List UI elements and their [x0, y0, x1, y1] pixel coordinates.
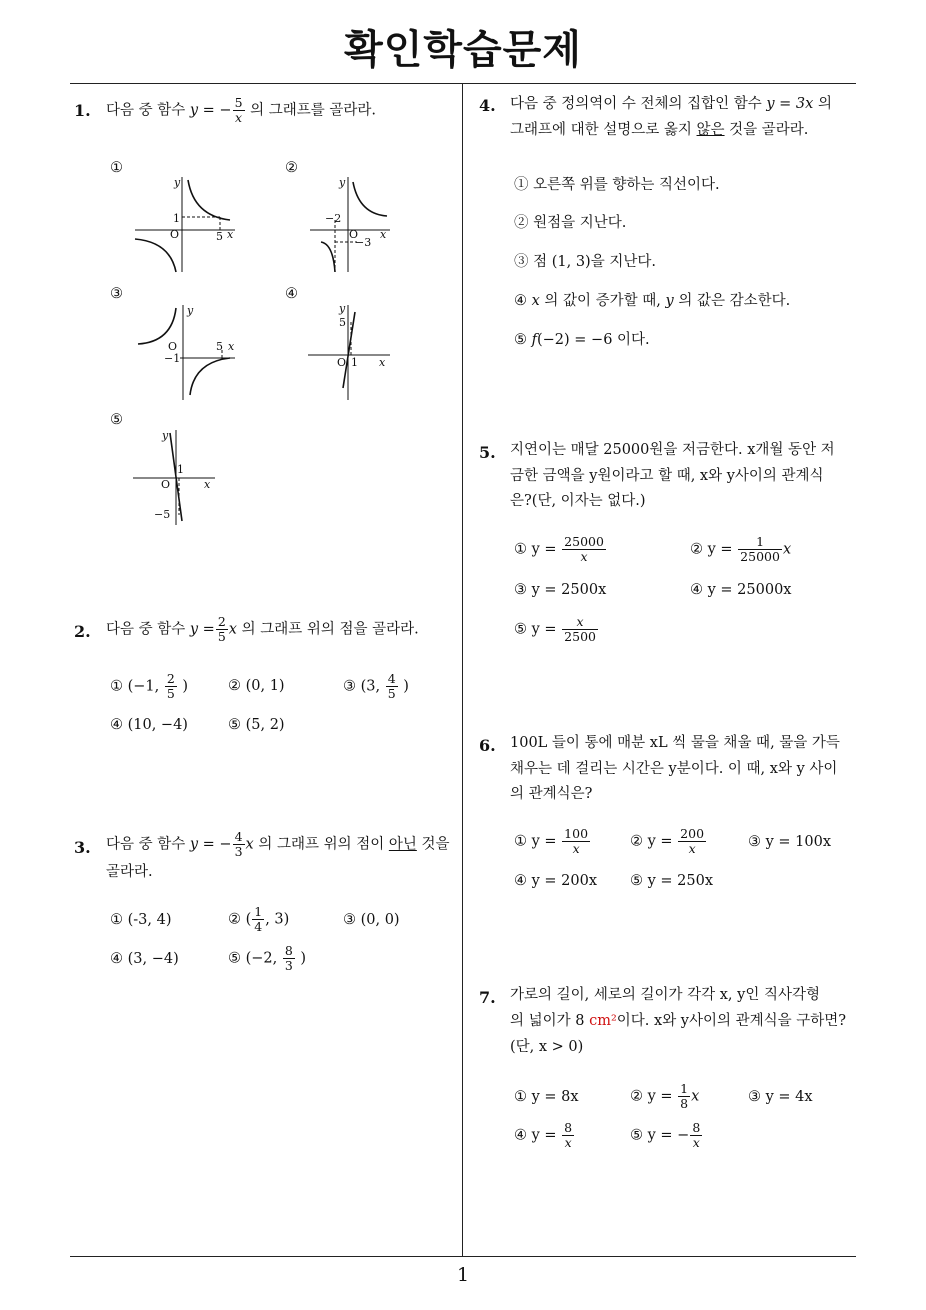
question-number: 7.	[479, 988, 496, 1007]
choice-1[interactable]: ① y = 8x	[514, 1089, 579, 1105]
choice-3[interactable]: ③ (0, 0)	[343, 912, 400, 928]
graph-choice-5[interactable]	[130, 425, 220, 530]
svg-text:x: x	[379, 356, 386, 369]
question-text: 다음 중 함수 y = − $\frac{5}{x}$ 의 그래프를 골라라.	[106, 95, 377, 125]
svg-text:y: y	[187, 304, 194, 317]
svg-text:x: x	[228, 340, 235, 353]
page-number: 1	[456, 1264, 470, 1286]
svg-text:5: 5	[216, 230, 223, 243]
choice-4[interactable]: ④ y = $\frac{8}{x}$	[514, 1120, 573, 1150]
question-number: 1.	[74, 101, 91, 120]
svg-text:y: y	[339, 176, 346, 189]
choice-2[interactable]: ② y = $\frac{1}{8}$ x	[630, 1081, 700, 1111]
question-number: 5.	[479, 443, 496, 462]
choice-label[interactable]: ①	[110, 160, 123, 176]
svg-text:x: x	[204, 478, 211, 491]
question-text: 다음 중 함수 y = $\frac{2}{5}$ x 의 그래프 위의 점을 골라라.	[106, 614, 419, 644]
choice-4[interactable]: ④ y = 25000x	[690, 582, 792, 598]
svg-text:−3: −3	[355, 236, 372, 249]
svg-text:x: x	[380, 228, 387, 241]
svg-text:−5: −5	[154, 508, 171, 521]
choice-label[interactable]: ④	[285, 286, 298, 302]
choice-5[interactable]: ⑤ y = $\frac{x}{2500}$	[514, 614, 596, 644]
graph-choice-2[interactable]	[305, 172, 415, 277]
svg-text:1: 1	[177, 463, 184, 476]
question-text-line2: 채우는 데 걸리는 시간은 y분이다. 이 때, x와 y 사이	[510, 761, 838, 777]
page-title: 확인학습문제	[344, 27, 582, 73]
choice-3[interactable]: ③ 점 (1, 3)을 지난다.	[514, 254, 656, 270]
question-text-line2: 의 넓이가 8 cm²이다. x와 y사이의 관계식을 구하면?	[510, 1013, 847, 1029]
question-text: 지연이는 매달 25000원을 저금한다. x개월 동안 저	[510, 442, 835, 458]
svg-text:−1: −1	[164, 352, 181, 365]
top-rule	[70, 83, 856, 84]
question-text: 100L 들이 통에 매분 xL 씩 물을 채울 때, 물을 가득	[510, 735, 840, 751]
choice-2[interactable]: ② (0, 1)	[228, 678, 285, 694]
svg-text:y: y	[162, 429, 169, 442]
graph-choice-4[interactable]	[305, 300, 395, 405]
choice-1[interactable]: ① 오른쪽 위를 향하는 직선이다.	[514, 177, 720, 193]
question-number: 2.	[74, 622, 91, 641]
question-text-line3: (단, x > 0)	[510, 1039, 584, 1055]
choice-1[interactable]: ① y = $\frac{25000}{x}$	[514, 534, 604, 564]
svg-text:O: O	[349, 228, 359, 241]
choice-1[interactable]: ① y = $\frac{100}{x}$	[514, 826, 589, 856]
column-divider	[462, 84, 463, 1257]
question-text-line2: 골라라.	[106, 864, 153, 880]
question-text: 다음 중 함수 y = − $\frac{4}{3}$ x 의 그래프 위의 점이 아닌 것을	[106, 829, 450, 859]
choice-5[interactable]: ⑤ y = 250x	[630, 873, 714, 889]
choice-3[interactable]: ③ y = 100x	[748, 834, 832, 850]
question-text-line2: 그래프에 대한 설명으로 옳지 않은 것을 골라라.	[510, 122, 809, 138]
choice-4[interactable]: ④ x 의 값이 증가할 때, y 의 값은 감소한다.	[514, 293, 791, 309]
choice-4[interactable]: ④ (3, −4)	[110, 951, 179, 967]
graph-choice-1[interactable]	[130, 172, 240, 277]
choice-3[interactable]: ③ (3, $\frac{4}{5}$ )	[343, 671, 409, 701]
graph-choice-3[interactable]	[130, 300, 240, 405]
choice-1[interactable]: ① (−1, $\frac{2}{5}$ )	[110, 671, 189, 701]
choice-5[interactable]: ⑤ f(−2) = −6 이다.	[514, 332, 650, 348]
question-number: 3.	[74, 838, 91, 857]
question-text: 다음 중 정의역이 수 전체의 집합인 함수 y = 3x 의	[510, 96, 832, 112]
svg-text:O: O	[170, 228, 180, 241]
svg-text:O: O	[337, 356, 347, 369]
svg-text:1: 1	[173, 212, 180, 225]
choice-2[interactable]: ② y = $\frac{200}{x}$	[630, 826, 705, 856]
fraction: $\frac{5}{x}$	[234, 95, 243, 125]
choice-5[interactable]: ⑤ (−2, $\frac{8}{3}$ )	[228, 943, 307, 973]
choice-3[interactable]: ③ y = 4x	[748, 1089, 813, 1105]
choice-2[interactable]: ② y = $\frac{1}{25000}$ x	[690, 534, 792, 564]
svg-text:5: 5	[216, 340, 223, 353]
svg-text:1: 1	[351, 356, 358, 369]
question-text: 가로의 길이, 세로의 길이가 각각 x, y인 직사각형	[510, 987, 820, 1003]
question-number: 6.	[479, 736, 496, 755]
choice-2[interactable]: ② 원점을 지난다.	[514, 215, 627, 231]
svg-text:x: x	[227, 228, 234, 241]
choice-4[interactable]: ④ (10, −4)	[110, 717, 188, 733]
question-text-line2: 금한 금액을 y원이라고 할 때, x와 y사이의 관계식	[510, 468, 824, 484]
choice-2[interactable]: ② ( $\frac{1}{4}$ , 3)	[228, 904, 290, 934]
choice-5[interactable]: ⑤ y = − $\frac{8}{x}$	[630, 1120, 701, 1150]
svg-text:O: O	[168, 340, 178, 353]
svg-text:O: O	[161, 478, 171, 491]
choice-1[interactable]: ① (-3, 4)	[110, 912, 172, 928]
bottom-rule	[70, 1256, 856, 1257]
choice-4[interactable]: ④ y = 200x	[514, 873, 598, 889]
svg-text:−2: −2	[325, 212, 342, 225]
choice-label[interactable]: ⑤	[110, 412, 123, 428]
svg-text:5: 5	[339, 316, 346, 329]
svg-text:y: y	[174, 176, 181, 189]
svg-text:y: y	[339, 302, 346, 315]
question-text-line3: 은?(단, 이자는 없다.)	[510, 493, 646, 509]
unit-cm2: cm²	[589, 1013, 617, 1029]
choice-label[interactable]: ③	[110, 286, 123, 302]
question-number: 4.	[479, 96, 496, 115]
question-text-line3: 의 관계식은?	[510, 786, 593, 802]
choice-3[interactable]: ③ y = 2500x	[514, 582, 607, 598]
choice-5[interactable]: ⑤ (5, 2)	[228, 717, 285, 733]
choice-label[interactable]: ②	[285, 160, 298, 176]
